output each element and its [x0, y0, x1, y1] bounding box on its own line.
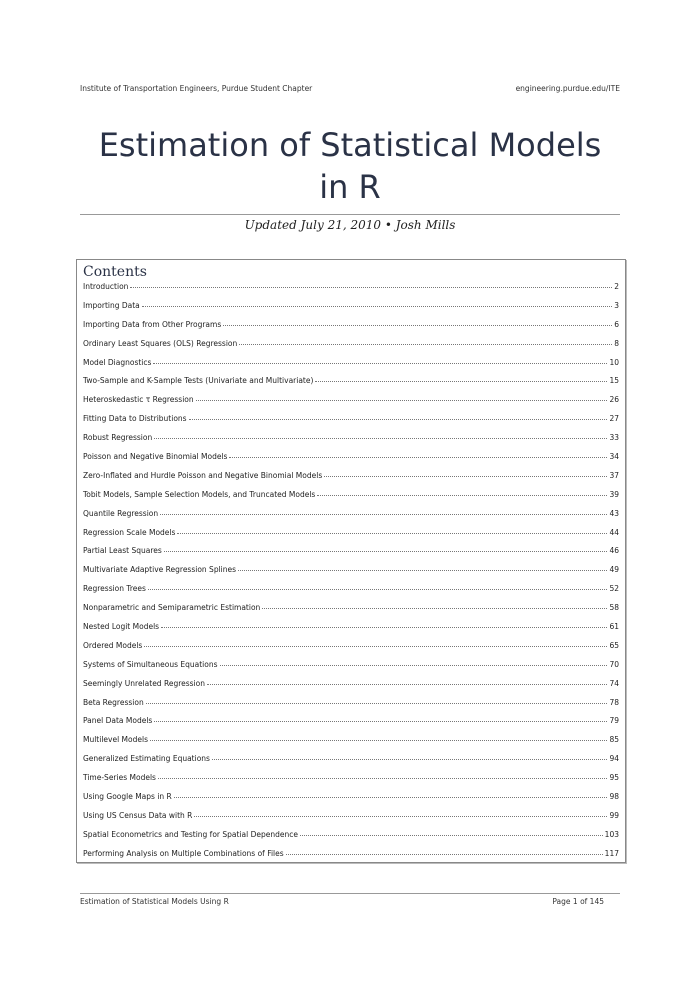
toc-entry-label[interactable]: Model Diagnostics [83, 357, 152, 367]
toc-leader-dots [238, 564, 607, 571]
toc-entry-page[interactable]: 99 [609, 810, 619, 820]
toc-entry-page[interactable]: 65 [609, 640, 619, 650]
toc-entry[interactable] [83, 792, 619, 811]
toc-list [83, 282, 619, 868]
toc-entry[interactable] [83, 433, 619, 452]
toc-entry-label[interactable]: Partial Least Squares [83, 546, 162, 556]
toc-entry[interactable] [83, 471, 619, 490]
footer-document-name: Estimation of Statistical Models Using R [80, 897, 229, 906]
toc-entry-page[interactable]: 85 [609, 735, 619, 745]
toc-entry-label[interactable]: Time-Series Models [83, 773, 156, 783]
toc-leader-dots [177, 527, 607, 534]
header-organization: Institute of Transportation Engineers, Purdue Student Chapter [80, 84, 313, 93]
toc-leader-dots [148, 583, 608, 590]
toc-entry[interactable] [83, 509, 619, 528]
toc-leader-dots [239, 338, 612, 345]
toc-entry[interactable] [83, 452, 619, 471]
toc-leader-dots [212, 753, 607, 760]
toc-leader-dots [130, 281, 612, 288]
toc-leader-dots [142, 300, 612, 307]
toc-entry[interactable] [83, 490, 619, 509]
toc-entry-page[interactable]: 79 [609, 716, 619, 726]
toc-entry[interactable] [83, 698, 619, 717]
document-title-line-1: Estimation of Statistical Models [98, 126, 602, 164]
toc-entry-label[interactable]: Robust Regression [83, 433, 153, 443]
toc-entry-label[interactable]: Ordered Models [83, 640, 143, 650]
toc-entry-label[interactable]: Using Google Maps in R [83, 792, 172, 802]
toc-entry-label[interactable]: Multivariate Adaptive Regression Splines [83, 565, 237, 575]
toc-entry-label[interactable]: Seemingly Unrelated Regression [83, 678, 205, 688]
toc-entry-page[interactable]: 49 [609, 565, 619, 575]
toc-entry-page[interactable]: 26 [609, 395, 619, 405]
toc-entry-page[interactable]: 37 [609, 470, 619, 480]
footer-divider [80, 893, 620, 894]
toc-entry-page[interactable]: 94 [609, 754, 619, 764]
toc-entry-label[interactable]: Panel Data Models [83, 716, 153, 726]
toc-leader-dots [154, 432, 607, 439]
toc-entry-label[interactable]: Importing Data [83, 300, 140, 310]
toc-leader-dots [158, 772, 608, 779]
toc-entry-page[interactable]: 70 [609, 659, 619, 669]
toc-leader-dots [207, 678, 607, 685]
toc-entry-page[interactable]: 15 [609, 376, 619, 386]
toc-leader-dots [164, 545, 608, 552]
toc-entry-label[interactable]: Regression Trees [83, 584, 146, 594]
toc-entry-page[interactable]: 27 [609, 414, 619, 424]
toc-entry-page[interactable]: 103 [604, 829, 619, 839]
toc-entry-page[interactable]: 6 [614, 319, 619, 329]
toc-entry-page[interactable]: 39 [609, 489, 619, 499]
toc-entry[interactable] [83, 320, 619, 339]
footer-page-number: Page 1 of 145 [552, 897, 604, 906]
toc-entry-label[interactable]: Beta Regression [83, 697, 144, 707]
toc-entry-page[interactable]: 74 [609, 678, 619, 688]
toc-leader-dots [154, 715, 607, 722]
toc-entry[interactable] [83, 603, 619, 622]
toc-entry[interactable] [83, 622, 619, 641]
toc-entry-page[interactable]: 44 [609, 527, 619, 537]
toc-leader-dots [146, 697, 608, 704]
toc-leader-dots [286, 848, 603, 855]
toc-entry-label[interactable]: Regression Scale Models [83, 527, 176, 537]
toc-entry[interactable] [83, 811, 619, 830]
toc-entry[interactable] [83, 414, 619, 433]
toc-leader-dots [324, 470, 607, 477]
toc-entry-label[interactable]: Poisson and Negative Binomial Models [83, 452, 228, 462]
toc-entry[interactable] [83, 849, 619, 868]
toc-entry[interactable] [83, 282, 619, 301]
toc-entry-label[interactable]: Ordinary Least Squares (OLS) Regression [83, 338, 238, 348]
toc-entry-label[interactable]: Two-Sample and K-Sample Tests (Univariate and Multivariate) [83, 376, 314, 386]
toc-leader-dots [189, 413, 608, 420]
toc-leader-dots [300, 829, 603, 836]
toc-entry[interactable] [83, 716, 619, 735]
toc-entry[interactable] [83, 735, 619, 754]
toc-entry[interactable] [83, 565, 619, 584]
toc-entry-page[interactable]: 58 [609, 603, 619, 613]
page-footer [80, 897, 604, 906]
toc-entry[interactable] [83, 358, 619, 377]
toc-entry-label[interactable]: Performing Analysis on Multiple Combinations of Files [83, 848, 284, 858]
title-divider [80, 214, 620, 215]
toc-entry[interactable] [83, 546, 619, 565]
toc-entry[interactable] [83, 584, 619, 603]
toc-leader-dots [229, 451, 607, 458]
toc-entry[interactable] [83, 376, 619, 395]
toc-leader-dots [194, 810, 607, 817]
toc-entry[interactable] [83, 339, 619, 358]
toc-entry[interactable] [83, 773, 619, 792]
toc-entry-label[interactable]: Nested Logit Models [83, 622, 160, 632]
toc-entry-page[interactable]: 61 [609, 622, 619, 632]
toc-entry[interactable] [83, 830, 619, 849]
toc-leader-dots [262, 602, 607, 609]
toc-entry-page[interactable]: 2 [614, 282, 619, 291]
toc-entry-label[interactable]: Heteroskedastic τ Regression [83, 395, 194, 405]
toc-leader-dots [220, 659, 608, 666]
toc-leader-dots [153, 357, 607, 364]
toc-leader-dots [150, 734, 607, 741]
toc-entry-label[interactable]: Fitting Data to Distributions [83, 414, 187, 424]
toc-leader-dots [160, 508, 607, 515]
toc-entry[interactable] [83, 641, 619, 660]
toc-entry[interactable] [83, 395, 619, 414]
toc-heading: Contents [83, 264, 147, 280]
toc-entry-page[interactable]: 78 [609, 697, 619, 707]
toc-leader-dots [196, 394, 608, 401]
toc-leader-dots [174, 791, 608, 798]
toc-entry-page[interactable]: 98 [609, 792, 619, 802]
toc-leader-dots [144, 640, 607, 647]
toc-leader-dots [317, 489, 607, 496]
document-title [60, 124, 640, 208]
toc-entry-label[interactable]: Zero-Inflated and Hurdle Poisson and Negative Binomial Models [83, 470, 323, 480]
toc-entry-page[interactable]: 46 [609, 546, 619, 556]
toc-entry-label[interactable]: Importing Data from Other Programs [83, 319, 222, 329]
toc-entry[interactable] [83, 528, 619, 547]
toc-leader-dots [223, 319, 612, 326]
toc-entry-label[interactable]: Multilevel Models [83, 735, 148, 745]
toc-entry-page[interactable]: 8 [614, 338, 619, 348]
toc-entry-page[interactable]: 33 [609, 433, 619, 443]
header-url: engineering.purdue.edu/ITE [515, 84, 620, 93]
toc-leader-dots [161, 621, 607, 628]
toc-entry-label[interactable]: Tobit Models, Sample Selection Models, and Truncated Models [83, 489, 316, 499]
toc-entry-page[interactable]: 117 [604, 848, 619, 858]
toc-entry[interactable] [83, 301, 619, 320]
toc-entry[interactable] [83, 679, 619, 698]
toc-entry-page[interactable]: 52 [609, 584, 619, 594]
toc-leader-dots [315, 375, 607, 382]
toc-entry-page[interactable]: 10 [609, 357, 619, 367]
toc-entry-label[interactable]: Systems of Simultaneous Equations [83, 659, 218, 669]
page-header [80, 84, 620, 93]
toc-entry-label[interactable]: Spatial Econometrics and Testing for Spatial Dependence [83, 829, 298, 839]
toc-entry-page[interactable]: 34 [609, 452, 619, 462]
toc-entry-label[interactable]: Generalized Estimating Equations [83, 754, 210, 764]
document-subtitle: Updated July 21, 2010 • Josh Mills [244, 218, 456, 232]
toc-entry[interactable] [83, 660, 619, 679]
toc-entry-label[interactable]: Nonparametric and Semiparametric Estimation [83, 603, 261, 613]
toc-entry[interactable] [83, 754, 619, 773]
toc-entry-page[interactable]: 43 [609, 508, 619, 518]
toc-entry-page[interactable]: 95 [609, 773, 619, 783]
document-title-line-2: in R [319, 168, 381, 206]
toc-entry-page[interactable]: 3 [614, 300, 619, 310]
toc-entry-label[interactable]: Quantile Regression [83, 508, 159, 518]
toc-entry-label[interactable]: Using US Census Data with R [83, 810, 193, 820]
toc-entry-label[interactable]: Introduction [83, 282, 129, 291]
table-of-contents [76, 259, 626, 863]
